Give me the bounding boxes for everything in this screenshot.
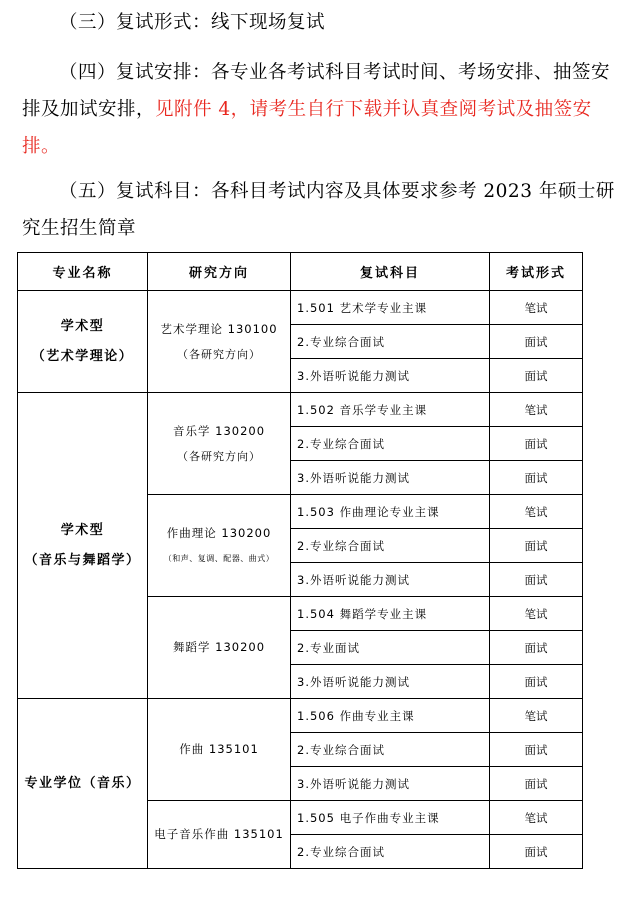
exam-form-cell: 笔试 [490,801,583,835]
major-name-line-1: 专业学位（音乐） [24,775,141,791]
exam-form-cell: 面试 [490,563,583,597]
direction-cell [148,801,291,869]
paragraph-review-format-text: （三）复试形式：线下现场复试 [59,12,326,33]
subjects-line-1: （五）复试科目：各科目考试内容及具体要求参考 2023 年硕士研 [59,181,615,202]
exam-form-cell: 面试 [490,665,583,699]
paragraph-review-subjects [22,173,615,247]
subject-cell: 1.505 电子作曲专业主课 [291,801,490,835]
subject-cell: 1.502 音乐学专业主课 [291,393,490,427]
direction-cell [148,393,291,495]
subject-cell: 2.专业综合面试 [291,427,490,461]
major-name-line-1: 学术型 [60,318,105,334]
arrangement-line-2-red: 见附件 4，请考生自行下载并认真查阅考试及抽签安 [155,99,592,120]
major-cell [18,291,148,393]
subject-cell: 1.501 艺术学专业主课 [291,291,490,325]
exam-form-cell: 面试 [490,733,583,767]
exam-form-cell: 面试 [490,325,583,359]
exam-form-cell: 面试 [490,835,583,869]
subject-cell: 2.专业综合面试 [291,733,490,767]
exam-form-cell: 笔试 [490,495,583,529]
subject-cell: 3.外语听说能力测试 [291,359,490,393]
arrangement-line-3-red: 排。 [22,136,61,157]
exam-form-cell: 面试 [490,767,583,801]
exam-form-cell: 笔试 [490,699,583,733]
subject-cell: 1.503 作曲理论专业主课 [291,495,490,529]
subject-cell: 2.专业综合面试 [291,325,490,359]
table-row [18,699,583,733]
major-cell [18,393,148,699]
exam-form-cell: 笔试 [490,597,583,631]
direction-note: （和声、复调、配器、曲式） [163,553,275,563]
direction-note: （各研究方向） [177,449,261,463]
major-name-line-2: （艺术学理论） [31,348,134,364]
subject-cell: 3.外语听说能力测试 [291,665,490,699]
subject-cell: 3.外语听说能力测试 [291,767,490,801]
subject-cell: 2.专业综合面试 [291,529,490,563]
major-cell [18,699,148,869]
exam-form-cell: 面试 [490,529,583,563]
major-name-line-1: 学术型 [60,522,105,538]
direction-cell [148,597,291,699]
subject-cell: 2.专业面试 [291,631,490,665]
direction-name: 电子音乐作曲 135101 [154,827,284,841]
direction-cell [148,291,291,393]
direction-name: 舞蹈学 130200 [172,640,266,654]
exam-form-cell: 面试 [490,427,583,461]
direction-name: 作曲理论 130200 [166,525,272,540]
exam-form-cell: 笔试 [490,393,583,427]
exam-form-cell: 面试 [490,461,583,495]
exam-subjects-table [17,252,583,869]
exam-form-cell: 笔试 [490,291,583,325]
exam-form-cell: 面试 [490,631,583,665]
arrangement-line-1: （四）复试安排：各专业各考试科目考试时间、考场安排、抽签安 [59,62,611,83]
exam-form-cell: 面试 [490,359,583,393]
major-name-line-2: （音乐与舞蹈学） [24,552,141,568]
paragraph-review-format [22,4,612,41]
subject-cell: 3.外语听说能力测试 [291,563,490,597]
header-direction: 研究方向 [148,253,291,291]
table-row [18,393,583,427]
direction-name: 作曲 135101 [179,742,259,756]
direction-cell [148,495,291,597]
direction-name: 音乐学 130200 [172,423,266,438]
subject-cell: 1.504 舞蹈学专业主课 [291,597,490,631]
direction-note: （各研究方向） [177,347,261,361]
subject-cell: 2.专业综合面试 [291,835,490,869]
direction-name: 艺术学理论 130100 [160,321,278,336]
direction-cell [148,699,291,801]
arrangement-line-2-black: 排及加试安排， [22,99,156,120]
subjects-line-2: 究生招生简章 [22,218,137,239]
table-row [18,291,583,325]
table-header-row [18,253,583,291]
header-major: 专业名称 [18,253,148,291]
header-subject: 复试科目 [291,253,490,291]
header-exam-form: 考试形式 [490,253,583,291]
subject-cell: 3.外语听说能力测试 [291,461,490,495]
subject-cell: 1.506 作曲专业主课 [291,699,490,733]
paragraph-review-arrangement [22,54,612,165]
